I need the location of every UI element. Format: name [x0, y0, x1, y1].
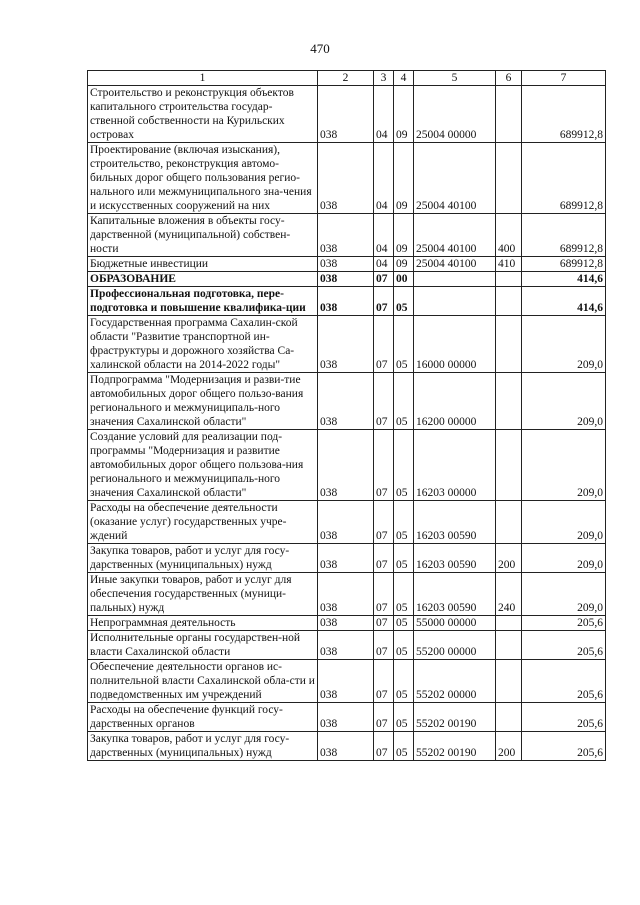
row-target-article: 16203 00590 — [414, 544, 496, 573]
row-amount: 205,6 — [522, 631, 606, 660]
table-row — [88, 660, 606, 703]
row-admin-code: 038 — [318, 573, 374, 616]
row-section: 07 — [374, 732, 394, 761]
row-section: 07 — [374, 544, 394, 573]
row-admin-code: 038 — [318, 373, 374, 430]
row-name: Закупка товаров, работ и услуг для госу-дарственных (муниципальных) нужд — [88, 732, 318, 761]
row-name: Создание условий для реализации под-программы "Модернизация и развитие автомобильных дорог общего пользова-ния регионального и межмуниципаль-ного значения Сахалинской области" — [88, 430, 318, 501]
row-expense-type — [496, 316, 522, 373]
row-expense-type: 410 — [496, 257, 522, 272]
row-amount: 689912,8 — [522, 86, 606, 143]
row-name: Расходы на обеспечение функций госу-дарственных органов — [88, 703, 318, 732]
row-subsection: 09 — [394, 86, 414, 143]
table-row — [88, 430, 606, 501]
row-admin-code: 038 — [318, 430, 374, 501]
row-expense-type — [496, 143, 522, 214]
row-target-article: 25004 40100 — [414, 257, 496, 272]
row-name: Строительство и реконструкция объектов капитального строительства государ-ственной собственности на Курильских островах — [88, 86, 318, 143]
row-expense-type — [496, 373, 522, 430]
row-expense-type: 240 — [496, 573, 522, 616]
row-amount: 689912,8 — [522, 143, 606, 214]
row-subsection: 05 — [394, 631, 414, 660]
row-name: Иные закупки товаров, работ и услуг для обеспечения государственных (муници-пальных) нужд — [88, 573, 318, 616]
row-expense-type — [496, 616, 522, 631]
row-amount: 205,6 — [522, 616, 606, 631]
row-amount: 689912,8 — [522, 214, 606, 257]
table-row — [88, 272, 606, 287]
row-section: 04 — [374, 143, 394, 214]
header-row — [88, 71, 606, 86]
row-target-article: 16200 00000 — [414, 373, 496, 430]
row-target-article: 55000 00000 — [414, 616, 496, 631]
header-col-6: 6 — [496, 71, 522, 86]
page-number: 470 — [310, 41, 330, 56]
row-expense-type — [496, 272, 522, 287]
row-name: ОБРАЗОВАНИЕ — [88, 272, 318, 287]
row-subsection: 05 — [394, 573, 414, 616]
row-admin-code: 038 — [318, 214, 374, 257]
row-section: 04 — [374, 257, 394, 272]
row-subsection: 09 — [394, 214, 414, 257]
row-admin-code: 038 — [318, 660, 374, 703]
row-amount: 209,0 — [522, 316, 606, 373]
table-row — [88, 287, 606, 316]
table-row — [88, 732, 606, 761]
row-subsection: 05 — [394, 316, 414, 373]
row-section: 07 — [374, 631, 394, 660]
row-admin-code: 038 — [318, 287, 374, 316]
row-expense-type — [496, 430, 522, 501]
row-subsection: 05 — [394, 616, 414, 631]
row-target-article — [414, 287, 496, 316]
header-col-4: 4 — [394, 71, 414, 86]
row-amount: 689912,8 — [522, 257, 606, 272]
row-target-article: 25004 00000 — [414, 86, 496, 143]
row-subsection: 05 — [394, 501, 414, 544]
row-expense-type: 200 — [496, 544, 522, 573]
row-target-article: 55202 00190 — [414, 703, 496, 732]
row-section: 07 — [374, 316, 394, 373]
row-amount: 205,6 — [522, 660, 606, 703]
table-row — [88, 573, 606, 616]
row-expense-type — [496, 703, 522, 732]
row-amount: 414,6 — [522, 272, 606, 287]
row-target-article — [414, 272, 496, 287]
row-target-article: 55202 00000 — [414, 660, 496, 703]
row-name: Проектирование (включая изыскания), строительство, реконструкция автомо-бильных дорог общего пользования регио-нального или межмуниципального зна-чения и искусственных сооружений на них — [88, 143, 318, 214]
row-expense-type — [496, 631, 522, 660]
row-subsection: 00 — [394, 272, 414, 287]
row-amount: 209,0 — [522, 430, 606, 501]
table-row — [88, 616, 606, 631]
table-row — [88, 257, 606, 272]
row-section: 07 — [374, 703, 394, 732]
row-name: Подпрограмма "Модернизация и разви-тие автомобильных дорог общего пользо-вания регионального и межмуниципаль-ного значения Сахалинской области" — [88, 373, 318, 430]
row-section: 04 — [374, 214, 394, 257]
table-row — [88, 544, 606, 573]
row-admin-code: 038 — [318, 501, 374, 544]
row-amount: 205,6 — [522, 703, 606, 732]
row-target-article: 16203 00590 — [414, 501, 496, 544]
row-name: Бюджетные инвестиции — [88, 257, 318, 272]
row-target-article: 25004 40100 — [414, 214, 496, 257]
header-col-3: 3 — [374, 71, 394, 86]
row-target-article: 16203 00000 — [414, 430, 496, 501]
row-admin-code: 038 — [318, 544, 374, 573]
row-name: Расходы на обеспечение деятельности (оказание услуг) государственных учре-ждений — [88, 501, 318, 544]
row-name: Капитальные вложения в объекты госу-дарственной (муниципальной) собствен-ности — [88, 214, 318, 257]
row-amount: 414,6 — [522, 287, 606, 316]
row-section: 07 — [374, 272, 394, 287]
row-name: Закупка товаров, работ и услуг для госу-дарственных (муниципальных) нужд — [88, 544, 318, 573]
row-section: 07 — [374, 501, 394, 544]
row-subsection: 05 — [394, 660, 414, 703]
row-name: Профессиональная подготовка, пере-подготовка и повышение квалифика-ции — [88, 287, 318, 316]
row-amount: 209,0 — [522, 573, 606, 616]
row-target-article: 25004 40100 — [414, 143, 496, 214]
header-col-1: 1 — [88, 71, 318, 86]
row-subsection: 05 — [394, 544, 414, 573]
row-expense-type — [496, 660, 522, 703]
row-subsection: 05 — [394, 287, 414, 316]
row-admin-code: 038 — [318, 616, 374, 631]
header-col-7: 7 — [522, 71, 606, 86]
row-subsection: 05 — [394, 732, 414, 761]
row-amount: 209,0 — [522, 544, 606, 573]
row-target-article: 16000 00000 — [414, 316, 496, 373]
row-subsection: 05 — [394, 373, 414, 430]
row-target-article: 16203 00590 — [414, 573, 496, 616]
header-col-5: 5 — [414, 71, 496, 86]
row-subsection: 05 — [394, 430, 414, 501]
row-expense-type: 200 — [496, 732, 522, 761]
table-row — [88, 631, 606, 660]
table-row — [88, 316, 606, 373]
table-row — [88, 703, 606, 732]
row-admin-code: 038 — [318, 143, 374, 214]
row-target-article: 55200 00000 — [414, 631, 496, 660]
row-subsection: 09 — [394, 143, 414, 214]
row-expense-type — [496, 501, 522, 544]
row-section: 07 — [374, 616, 394, 631]
row-section: 07 — [374, 430, 394, 501]
row-name: Обеспечение деятельности органов ис-полнительной власти Сахалинской обла-сти и подведомственных им учреждений — [88, 660, 318, 703]
table-row — [88, 373, 606, 430]
row-amount: 205,6 — [522, 732, 606, 761]
row-amount: 209,0 — [522, 501, 606, 544]
row-subsection: 09 — [394, 257, 414, 272]
row-admin-code: 038 — [318, 703, 374, 732]
table-row — [88, 501, 606, 544]
table-row — [88, 143, 606, 214]
header-col-2: 2 — [318, 71, 374, 86]
table-body — [88, 86, 606, 761]
row-admin-code: 038 — [318, 86, 374, 143]
row-admin-code: 038 — [318, 316, 374, 373]
budget-table — [87, 70, 606, 761]
row-amount: 209,0 — [522, 373, 606, 430]
row-admin-code: 038 — [318, 732, 374, 761]
row-subsection: 05 — [394, 703, 414, 732]
row-section: 07 — [374, 573, 394, 616]
row-name: Исполнительные органы государствен-ной власти Сахалинской области — [88, 631, 318, 660]
row-expense-type: 400 — [496, 214, 522, 257]
row-section: 04 — [374, 86, 394, 143]
row-name: Государственная программа Сахалин-ской области "Развитие транспортной ин-фраструктуры и дорожного хозяйства Са-халинской области на 2014-2022 годы" — [88, 316, 318, 373]
table-row — [88, 214, 606, 257]
row-expense-type — [496, 287, 522, 316]
row-name: Непрограммная деятельность — [88, 616, 318, 631]
row-section: 07 — [374, 660, 394, 703]
row-expense-type — [496, 86, 522, 143]
row-section: 07 — [374, 373, 394, 430]
table-row — [88, 86, 606, 143]
row-admin-code: 038 — [318, 631, 374, 660]
row-admin-code: 038 — [318, 257, 374, 272]
row-admin-code: 038 — [318, 272, 374, 287]
row-section: 07 — [374, 287, 394, 316]
row-target-article: 55202 00190 — [414, 732, 496, 761]
